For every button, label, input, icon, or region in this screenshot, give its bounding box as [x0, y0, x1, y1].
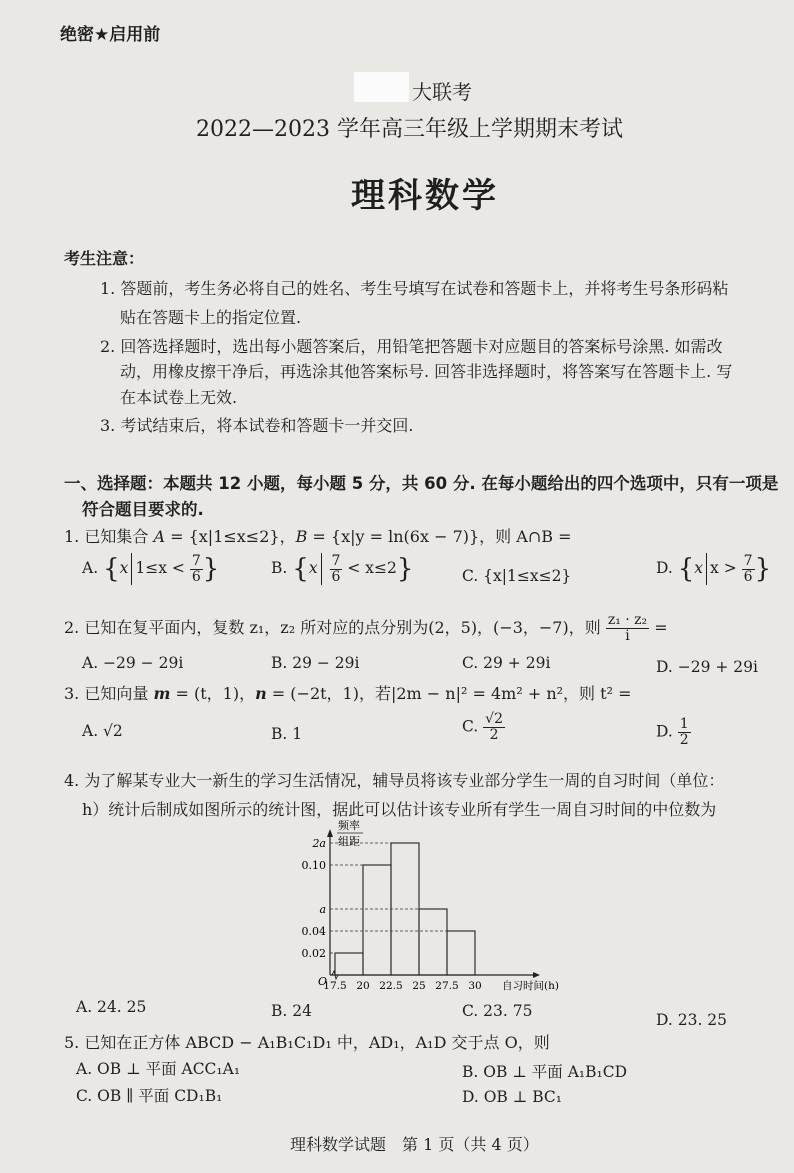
question-1-option-b: B. {x $\frac{7}{6}$ < x≤2} — [271, 552, 414, 585]
y-tick-label-4: 0.02 — [301, 947, 326, 960]
y-axis-arrow — [327, 829, 333, 837]
notice-line-3: 3. 考试结束后，将本试卷和答题卡一并交回. — [100, 416, 414, 435]
section-title-cont: 符合题目要求的. — [82, 500, 204, 519]
notice-line-2: 2. 回答选择题时，选出每小题答案后，用铅笔把答题卡对应题目的答案标号涂黑. 如需改 — [100, 337, 723, 356]
notice-line-1: 1. 答题前，考生务必将自己的姓名、考生号填写在试卷和答题卡上，并将考生号条形码粘 — [100, 279, 729, 298]
histogram-bar-0 — [335, 953, 363, 975]
question-5-option-c: C. OB ∥ 平面 CD₁B₁ — [76, 1087, 223, 1105]
question-3-stem: 3. 已知向量 m = (t，1)，n = (−2t，1)，若|2m − n|² = 4m² + n²，则 t² = — [64, 684, 632, 703]
question-4-option-b: B. 24 — [271, 1002, 312, 1020]
x-tick-label-2: 22.5 — [379, 980, 403, 992]
question-2-option-d: D. −29 + 29i — [656, 658, 758, 676]
question-4-option-d: D. 23. 25 — [656, 1011, 728, 1029]
x-tick-label-4: 27.5 — [435, 980, 459, 992]
y-tick-label-0: 2a — [312, 837, 326, 850]
x-axis-label: 自习时间(h) — [502, 980, 559, 992]
y-axis-label-top: 频率 — [338, 819, 360, 832]
question-4-line-2: h）统计后制成如图所示的统计图，据此可以估计该专业所有学生一周自习时间的中位数为 — [82, 800, 717, 819]
y-tick-label-2: a — [319, 903, 326, 916]
question-1-option-a: A. {x 1≤x < $\frac{7}{6}$ } — [82, 552, 220, 585]
confidential-mark: 绝密★启用前 — [60, 25, 161, 45]
question-3-option-c: C. $\frac{√2}{2}$ — [462, 711, 503, 743]
exam-title: 2022—2023 学年高三年级上学期期末考试 — [196, 117, 623, 142]
x-tick-label-5: 30 — [468, 980, 482, 992]
question-4-option-a: A. 24. 25 — [76, 998, 147, 1016]
x-tick-label-1: 20 — [356, 980, 370, 992]
question-2-option-b: B. 29 − 29i — [271, 654, 360, 672]
redaction-block — [354, 72, 409, 102]
x-tick-label-3: 25 — [412, 980, 426, 992]
question-5-stem: 5. 已知在正方体 ABCD − A₁B₁C₁D₁ 中，AD₁，A₁D 交于点 O，则 — [64, 1033, 550, 1052]
question-4-line-1: 4. 为了解某专业大一新生的学习生活情况，辅导员将该专业部分学生一周的自习时间（单位： — [64, 771, 725, 790]
y-tick-label-3: 0.04 — [301, 925, 326, 938]
notice-line-1b: 贴在答题卡上的指定位置. — [120, 308, 302, 327]
histogram-bar-1 — [363, 865, 391, 975]
question-5-option-a: A. OB ⊥ 平面 ACC₁A₁ — [76, 1060, 241, 1078]
subject-title: 理科数学 — [351, 176, 499, 216]
question-5-option-d: D. OB ⊥ BC₁ — [462, 1088, 563, 1106]
section-title: 一、选择题：本题共 12 小题，每小题 5 分，共 60 分. 在每小题给出的四个选项中，只有一项是 — [64, 474, 779, 493]
page-footer: 理科数学试题 第 1 页（共 4 页） — [290, 1135, 539, 1154]
question-3-option-d: D. $\frac{1}{2}$ — [656, 716, 689, 748]
question-3-option-a: A. √2 — [82, 722, 123, 740]
histogram-bar-3 — [419, 909, 447, 975]
exam-organizer: 大联考 — [412, 80, 472, 104]
question-2-stem: 2. 已知在复平面内，复数 z₁，z₂ 所对应的点分别为(2，5)，(−3，−7)，则 $\frac{\text{z₁ · z₂}}{i}$ = — [64, 612, 668, 644]
notice-line-2c: 在本试卷上无效. — [120, 388, 238, 407]
question-1-option-d: D. {x x > $\frac{7}{6}$ } — [656, 552, 772, 585]
origin-label: O — [318, 975, 328, 988]
y-tick-label-1: 0.10 — [301, 859, 326, 872]
question-5-option-b: B. OB ⊥ 平面 A₁B₁CD — [462, 1063, 627, 1081]
x-axis-arrow — [533, 972, 540, 978]
question-1-option-c: C. {x|1≤x≤2} — [462, 567, 572, 585]
x-tick-label-0: 17.5 — [323, 980, 347, 992]
notice-title: 考生注意： — [64, 249, 145, 268]
question-3-option-b: B. 1 — [271, 725, 303, 743]
histogram-chart — [290, 815, 570, 995]
y-axis-label-bottom: 组距 — [338, 835, 360, 848]
notice-line-2b: 动，用橡皮擦干净后，再选涂其他答案标号. 回答非选择题时，将答案写在答题卡上. 写 — [120, 362, 733, 381]
question-1-stem: 1. 已知集合 A = {x|1≤x≤2}，B = {x|y = ln(6x − 7)}，则 A∩B = — [64, 527, 572, 546]
question-4-option-c: C. 23. 75 — [462, 1002, 533, 1020]
question-2-option-c: C. 29 + 29i — [462, 654, 551, 672]
histogram-bar-4 — [447, 931, 475, 975]
question-2-option-a: A. −29 − 29i — [82, 654, 184, 672]
